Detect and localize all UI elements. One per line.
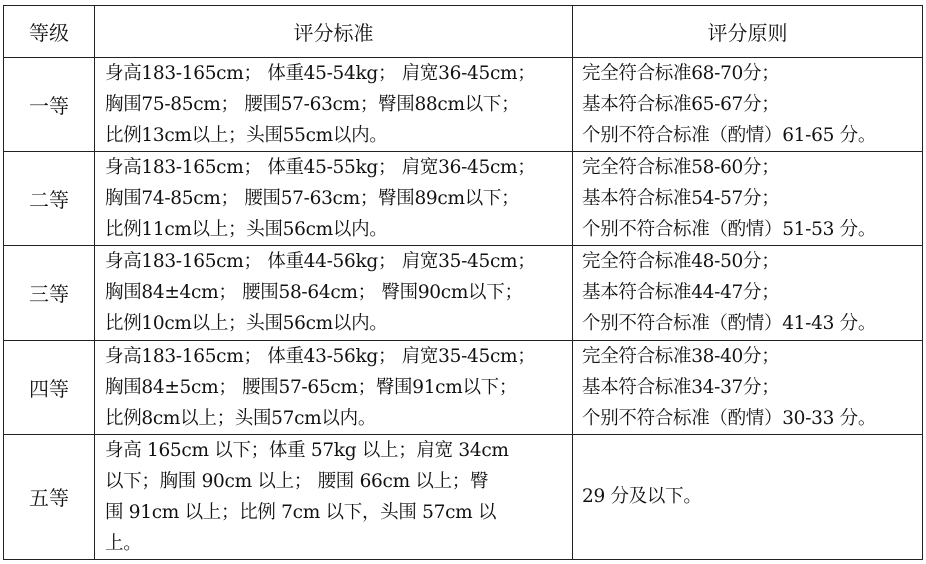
standard-line: 身高183-165cm； 体重45-54kg； 肩宽36-45cm； <box>105 63 536 85</box>
header-grade: 等级 <box>4 6 95 58</box>
rule-line: 基本符合标准54-57分； <box>582 188 780 210</box>
standard-line: 上。 <box>105 532 142 554</box>
rule-line: 完全符合标准48-50分； <box>582 251 780 273</box>
standard-line: 比例8cm以上；头围57cm以内。 <box>105 407 377 429</box>
rule-line: 完全符合标准58-60分； <box>582 157 780 179</box>
standard-line: 比例11cm以上；头围56cm以内。 <box>105 219 388 241</box>
grading-table <box>3 5 923 560</box>
rule-line: 个别不符合标准（酌情）41-43 分。 <box>582 313 877 335</box>
header-rule: 评分原则 <box>573 6 923 58</box>
table-row <box>4 58 923 152</box>
standard-line: 胸围84±5cm； 腰围57-65cm；臀围91cm以下； <box>105 376 518 398</box>
standard-line: 胸围74-85cm； 腰围57-63cm；臀围89cm以下； <box>105 188 520 210</box>
standard-line: 比例10cm以上；头围56cm以内。 <box>105 313 388 335</box>
rule-line: 29 分及以下。 <box>582 486 702 508</box>
rule-line: 基本符合标准34-37分； <box>582 376 780 398</box>
standard-line: 身高 165cm 以下；体重 57kg 以上；肩宽 34cm <box>105 439 509 461</box>
standard-line: 身高183-165cm； 体重44-56kg； 肩宽35-45cm； <box>105 251 536 273</box>
standard-line: 围 91cm 以上；比例 7cm 以下，头围 57cm 以 <box>105 501 497 523</box>
standard-line: 胸围75-85cm； 腰围57-63cm；臀围88cm以下； <box>105 94 520 116</box>
table-row <box>4 152 923 246</box>
rule-line: 个别不符合标准（酌情）51-53 分。 <box>582 219 877 241</box>
standard-cell <box>95 152 573 246</box>
rule-line: 完全符合标准68-70分； <box>582 63 780 85</box>
grade-cell: 四等 <box>4 340 95 434</box>
rule-cell <box>573 246 923 340</box>
grade-cell: 二等 <box>4 152 95 246</box>
standard-cell <box>95 434 573 559</box>
grade-cell: 五等 <box>4 434 95 559</box>
standard-cell <box>95 246 573 340</box>
document-page <box>3 5 922 560</box>
table-row <box>4 340 923 434</box>
rule-cell <box>573 58 923 152</box>
standard-line: 比例13cm以上；头围55cm以内。 <box>105 125 388 147</box>
rule-line: 个别不符合标准（酌情）61-65 分。 <box>582 125 877 147</box>
table-header-row <box>4 6 923 58</box>
header-standard: 评分标准 <box>95 6 573 58</box>
standard-cell <box>95 58 573 152</box>
rule-line: 基本符合标准44-47分； <box>582 282 780 304</box>
standard-line: 身高183-165cm； 体重43-56kg； 肩宽35-45cm； <box>105 345 536 367</box>
rule-cell <box>573 434 923 559</box>
standard-line: 以下；胸围 90cm 以上； 腰围 66cm 以上；臀 <box>105 470 489 492</box>
grade-cell: 三等 <box>4 246 95 340</box>
table-row <box>4 434 923 559</box>
standard-line: 身高183-165cm； 体重45-55kg； 肩宽36-45cm； <box>105 157 536 179</box>
rule-line: 基本符合标准65-67分； <box>582 94 780 116</box>
table-row <box>4 246 923 340</box>
standard-line: 胸围84±4cm； 腰围58-64cm； 臀围90cm以下； <box>105 282 523 304</box>
rule-line: 个别不符合标准（酌情）30-33 分。 <box>582 407 877 429</box>
grade-cell: 一等 <box>4 58 95 152</box>
rule-cell <box>573 340 923 434</box>
rule-line: 完全符合标准38-40分； <box>582 345 780 367</box>
standard-cell <box>95 340 573 434</box>
rule-cell <box>573 152 923 246</box>
